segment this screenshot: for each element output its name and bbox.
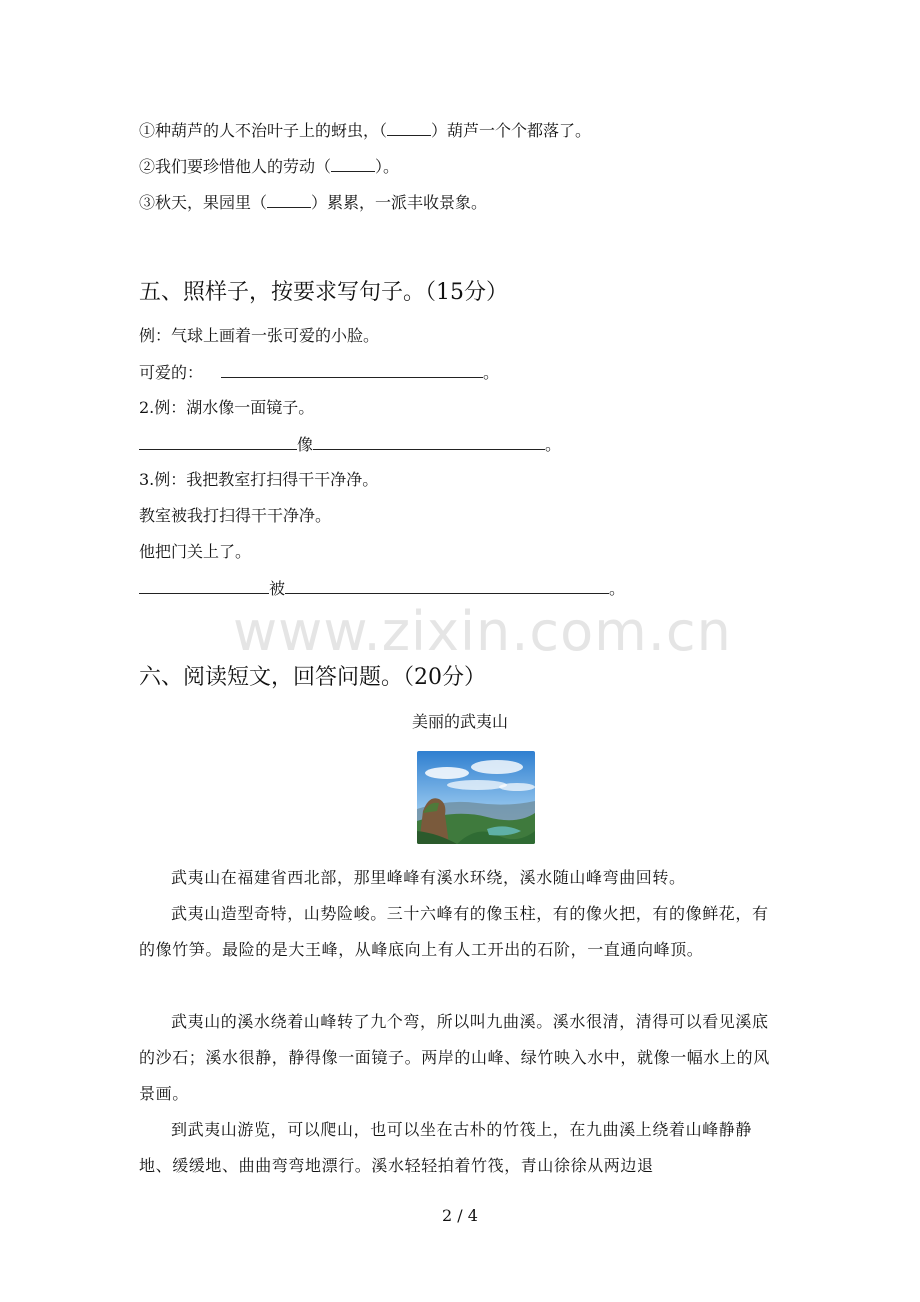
section5-example-3: 3.例：我把教室打扫得干干净净。 [139, 470, 379, 489]
answer-blank[interactable] [331, 155, 375, 172]
answer-2-end: 。 [545, 435, 562, 454]
q4-item-1-post: ）葫芦一个个都落了。 [431, 121, 592, 140]
page-number: 2 / 4 [442, 1206, 478, 1225]
passage-paragraph-2: 武夷山造型奇特，山势险峻。三十六峰有的像玉柱，有的像火把，有的像鲜花，有的像竹笋。最险的是大王峰，从峰底向上有人工开出的石阶，一直通向峰顶。 [139, 904, 769, 959]
q4-item-2 [139, 155, 399, 178]
section5-example-3-b: 教室被我打扫得干干净净。 [139, 506, 332, 525]
watermark: www.zixin.com.cn [233, 600, 732, 663]
answer-3-end: 。 [609, 579, 626, 598]
mountain-landscape-illustration [417, 751, 535, 844]
section6-heading: 六、阅读短文，回答问题。（20分） [139, 665, 486, 690]
answer-1-end: 。 [483, 363, 500, 382]
answer-blank[interactable] [221, 361, 483, 378]
answer-1-prompt: 可爱的： [139, 363, 204, 382]
section5-answer-1 [139, 361, 499, 384]
mountain-landscape-image [417, 751, 535, 844]
q4-item-3-post: ）累累，一派丰收景象。 [311, 193, 488, 212]
q4-item-3 [139, 191, 487, 214]
passage-paragraph-1: 武夷山在福建省西北部，那里峰峰有溪水环绕，溪水随山峰弯曲回转。 [171, 868, 686, 887]
section5-answer-3 [139, 577, 625, 600]
q4-item-2-pre: ②我们要珍惜他人的劳动（ [139, 157, 332, 176]
answer-blank[interactable] [313, 433, 545, 450]
answer-2-mid: 像 [297, 435, 314, 454]
section5-example-1: 例：气球上画着一张可爱的小脸。 [139, 326, 380, 345]
q4-item-1 [139, 119, 591, 142]
answer-3-mid: 被 [269, 579, 286, 598]
q4-item-2-post: ）。 [375, 157, 400, 176]
section5-example-2: 2.例：湖水像一面镜子。 [139, 398, 315, 417]
answer-blank[interactable] [139, 433, 297, 450]
answer-blank[interactable] [285, 577, 609, 594]
passage-paragraph-4: 到武夷山游览，可以爬山，也可以坐在古朴的竹筏上，在九曲溪上绕着山峰静静地、缓缓地、曲曲弯弯地漂行。溪水轻轻拍着竹筏，青山徐徐从两边退 [139, 1120, 753, 1175]
q4-item-1-pre: ①种葫芦的人不治叶子上的蚜虫，（ [139, 121, 388, 140]
answer-blank[interactable] [387, 119, 431, 136]
answer-blank[interactable] [139, 577, 269, 594]
section5-example-3-c: 他把门关上了。 [139, 542, 252, 561]
section5-heading: 五、照样子，按要求写句子。（15分） [139, 280, 508, 305]
answer-blank[interactable] [267, 191, 311, 208]
passage-paragraph-3: 武夷山的溪水绕着山峰转了九个弯，所以叫九曲溪。溪水很清，清得可以看见溪底的沙石；溪水很静，静得像一面镜子。两岸的山峰、绿竹映入水中，就像一幅水上的风景画。 [139, 1012, 770, 1103]
passage-title: 美丽的武夷山 [411, 712, 508, 731]
q4-item-3-pre: ③秋天，果园里（ [139, 193, 268, 212]
section5-answer-2 [139, 433, 561, 456]
